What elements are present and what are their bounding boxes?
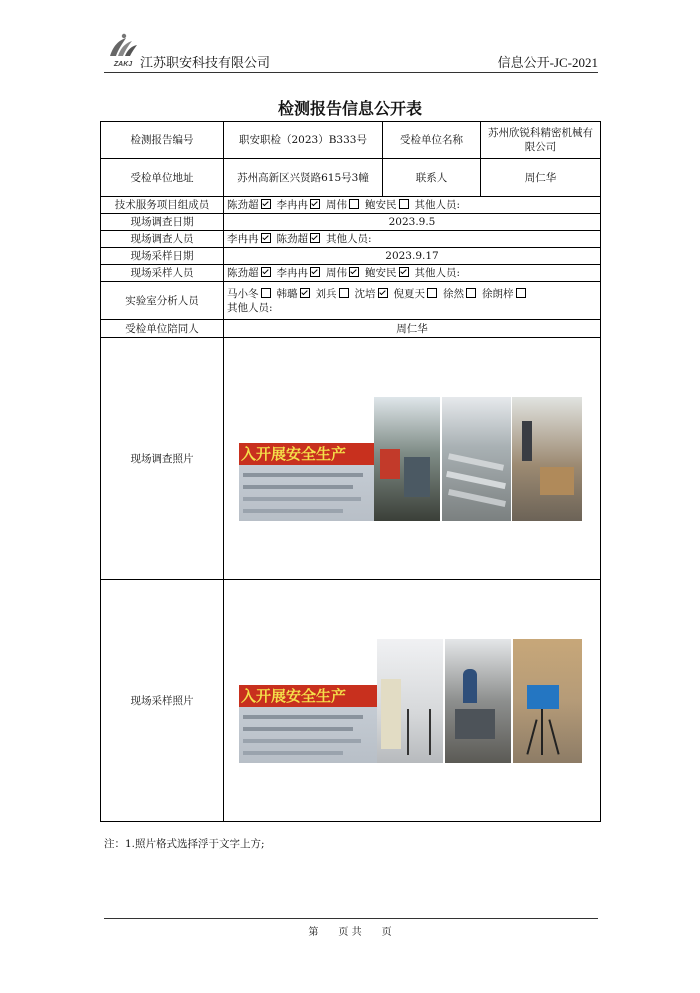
sampling-photo-3 — [445, 639, 511, 763]
empty-box-icon — [466, 288, 476, 298]
team-other: 其他人员: — [414, 199, 461, 211]
checked-box-icon — [310, 233, 320, 243]
person-entry — [482, 287, 532, 301]
sign-text: 入开展安全生产 — [239, 443, 374, 465]
person-name: 刘兵 — [315, 287, 337, 300]
checked-box-icon — [349, 267, 359, 277]
samplers-other: 其他人员: — [414, 267, 461, 279]
survey-date-label: 现场调查日期 — [101, 214, 224, 231]
person-entry — [355, 287, 394, 301]
person-name: 陈劲超 — [276, 233, 308, 245]
person-entry — [326, 198, 365, 212]
person-name: 李冉冉 — [276, 267, 308, 279]
person-name: 李冉冉 — [227, 233, 259, 245]
person-entry — [227, 266, 277, 280]
table-row — [101, 214, 601, 231]
person-entry — [227, 198, 277, 212]
lab-list — [224, 282, 601, 320]
checked-box-icon — [261, 233, 271, 243]
svg-text:ZAKJ: ZAKJ — [113, 61, 133, 68]
survey-photo-2 — [374, 397, 440, 521]
person-entry — [316, 287, 355, 301]
sampling-photo-1 — [239, 685, 377, 763]
sign-text: 入开展安全生产 — [239, 685, 377, 707]
survey-photo-3 — [442, 397, 511, 521]
empty-box-icon — [399, 199, 409, 209]
table-row — [101, 282, 601, 320]
sampling-date-value: 2023.9.17 — [224, 248, 601, 265]
report-no-value: 职安职检（2023）B333号 — [224, 122, 383, 159]
contact-value: 周仁华 — [481, 159, 601, 197]
page-title: 检测报告信息公开表 — [277, 99, 422, 118]
sampling-photo-2 — [377, 639, 443, 763]
person-name: 鲍安民 — [365, 199, 397, 211]
empty-box-icon — [516, 288, 526, 298]
person-name: 陈劲超 — [227, 267, 259, 279]
person-name: 李冉冉 — [276, 199, 308, 211]
page-header — [104, 30, 598, 72]
table-row — [101, 231, 601, 248]
person-entry — [277, 266, 327, 280]
checked-box-icon — [261, 267, 271, 277]
surveyors-list — [224, 231, 601, 248]
person-entry — [326, 266, 365, 280]
survey-photos-cell — [224, 338, 601, 580]
empty-box-icon — [349, 199, 359, 209]
person-name: 徐然 — [443, 287, 464, 300]
person-entry — [394, 287, 444, 301]
table-row — [101, 197, 601, 214]
table-row — [101, 580, 601, 822]
report-no-label: 检测报告编号 — [101, 122, 224, 159]
team-label: 技术服务项目组成员 — [101, 197, 224, 214]
empty-box-icon — [427, 288, 437, 298]
sampling-date-label: 现场采样日期 — [101, 248, 224, 265]
footnote: 注：1.照片格式选择浮于文字上方; — [104, 838, 265, 850]
person-entry — [365, 198, 415, 212]
checked-box-icon — [300, 288, 310, 298]
disclosure-table — [100, 121, 601, 822]
surveyors-label: 现场调查人员 — [101, 231, 224, 248]
page-number: 第 页 共 页 — [308, 927, 392, 938]
team-list — [224, 197, 601, 214]
table-row — [101, 248, 601, 265]
person-entry — [227, 287, 277, 301]
samplers-list — [224, 265, 601, 282]
person-name: 韩璐 — [276, 287, 298, 300]
table-row — [101, 265, 601, 282]
survey-photos-label: 现场调查照片 — [101, 338, 224, 580]
empty-box-icon — [261, 288, 271, 298]
checked-box-icon — [310, 267, 320, 277]
survey-photo-4 — [512, 397, 582, 521]
survey-photo-1 — [239, 443, 374, 521]
person-name: 陈劲超 — [227, 199, 259, 211]
person-name: 鲍安民 — [365, 267, 397, 279]
company-name: 江苏职安科技有限公司 — [140, 55, 271, 70]
escort-label: 受检单位陪同人 — [101, 320, 224, 338]
survey-date-value: 2023.9.5 — [224, 214, 601, 231]
company-logo-icon — [104, 32, 142, 70]
checked-box-icon — [310, 199, 320, 209]
person-name: 沈培 — [354, 287, 376, 300]
document-code: 信息公开-JC-2021 — [497, 55, 598, 70]
person-name: 徐朗梓 — [482, 287, 514, 300]
person-name: 周伟 — [326, 199, 347, 211]
person-entry — [277, 232, 327, 246]
samplers-label: 现场采样人员 — [101, 265, 224, 282]
unit-name-label: 受检单位名称 — [383, 122, 481, 159]
sampling-photo-4 — [513, 639, 582, 763]
footer-rule — [104, 918, 598, 919]
checked-box-icon — [378, 288, 388, 298]
header-rule — [104, 72, 598, 73]
unit-name-value: 苏州欣锐科精密机械有限公司 — [481, 122, 601, 159]
checked-box-icon — [399, 267, 409, 277]
table-row — [101, 338, 601, 580]
person-entry — [365, 266, 415, 280]
contact-label: 联系人 — [383, 159, 481, 197]
person-name: 倪夏天 — [393, 287, 425, 300]
sampling-photos-label: 现场采样照片 — [101, 580, 224, 822]
person-entry — [227, 232, 277, 246]
table-row — [101, 159, 601, 197]
person-name: 周伟 — [326, 267, 347, 279]
person-entry — [277, 198, 327, 212]
sampling-photos-cell — [224, 580, 601, 822]
person-entry — [443, 287, 482, 301]
checked-box-icon — [261, 199, 271, 209]
address-label: 受检单位地址 — [101, 159, 224, 197]
lab-label: 实验室分析人员 — [101, 282, 224, 320]
address-value: 苏州高新区兴贤路615号3幢 — [224, 159, 383, 197]
empty-box-icon — [339, 288, 349, 298]
table-row — [101, 122, 601, 159]
lab-other: 其他人员: — [227, 301, 273, 314]
person-entry — [277, 287, 316, 301]
escort-value: 周仁华 — [224, 320, 601, 338]
surveyors-other: 其他人员: — [326, 233, 372, 245]
table-row — [101, 320, 601, 338]
person-name: 马小冬 — [227, 287, 259, 300]
